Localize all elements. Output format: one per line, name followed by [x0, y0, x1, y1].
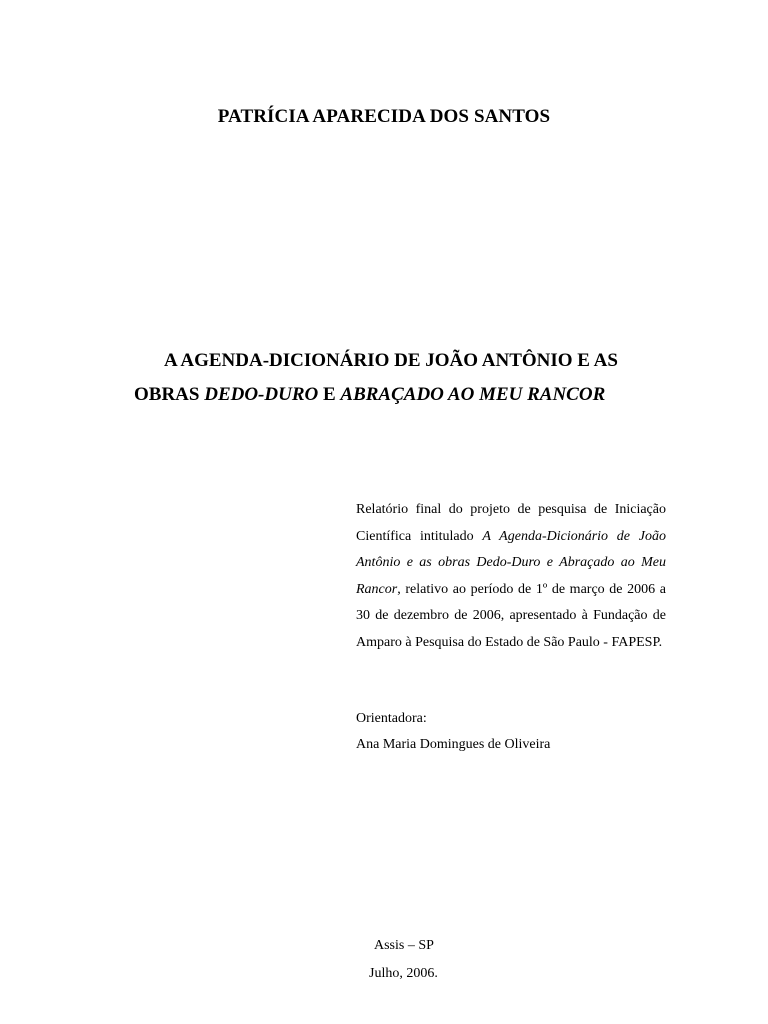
advisor-label: Orientadora:: [356, 711, 427, 726]
description-details: , relativo ao período de 1º de março de 2006 a 30 de dezembro de 2006, apresentado à Fundação de Amparo à Pesquisa do Estado de São Paulo - FAPESP.: [356, 581, 666, 650]
title-prefix: OBRAS: [134, 384, 205, 405]
author-name: PATRÍCIA APARECIDA DOS SANTOS: [217, 106, 551, 127]
title-line-2: [134, 384, 605, 406]
place: Assis – SP: [374, 938, 434, 953]
advisor-name: Ana Maria Domingues de Oliveira: [356, 737, 551, 752]
date: Julho, 2006.: [369, 966, 438, 981]
report-description: [356, 497, 666, 656]
description-project-title: A Agenda-Dicionário de João Antônio e as obras Dedo-Duro e Abraçado ao Meu Rancor: [356, 528, 666, 597]
description-intro: Relatório final do projeto de pesquisa de Iniciação Científica intitulado: [356, 502, 666, 544]
title-work-abracado: ABRAÇADO AO MEU RANCOR: [340, 384, 606, 405]
title-conjunction: E: [318, 384, 341, 405]
title-line-1: A AGENDA-DICIONÁRIO DE JOÃO ANTÔNIO E AS: [164, 350, 618, 371]
title-work-dedo-duro: DEDO-DURO: [204, 384, 319, 405]
advisor-block: [356, 706, 550, 758]
